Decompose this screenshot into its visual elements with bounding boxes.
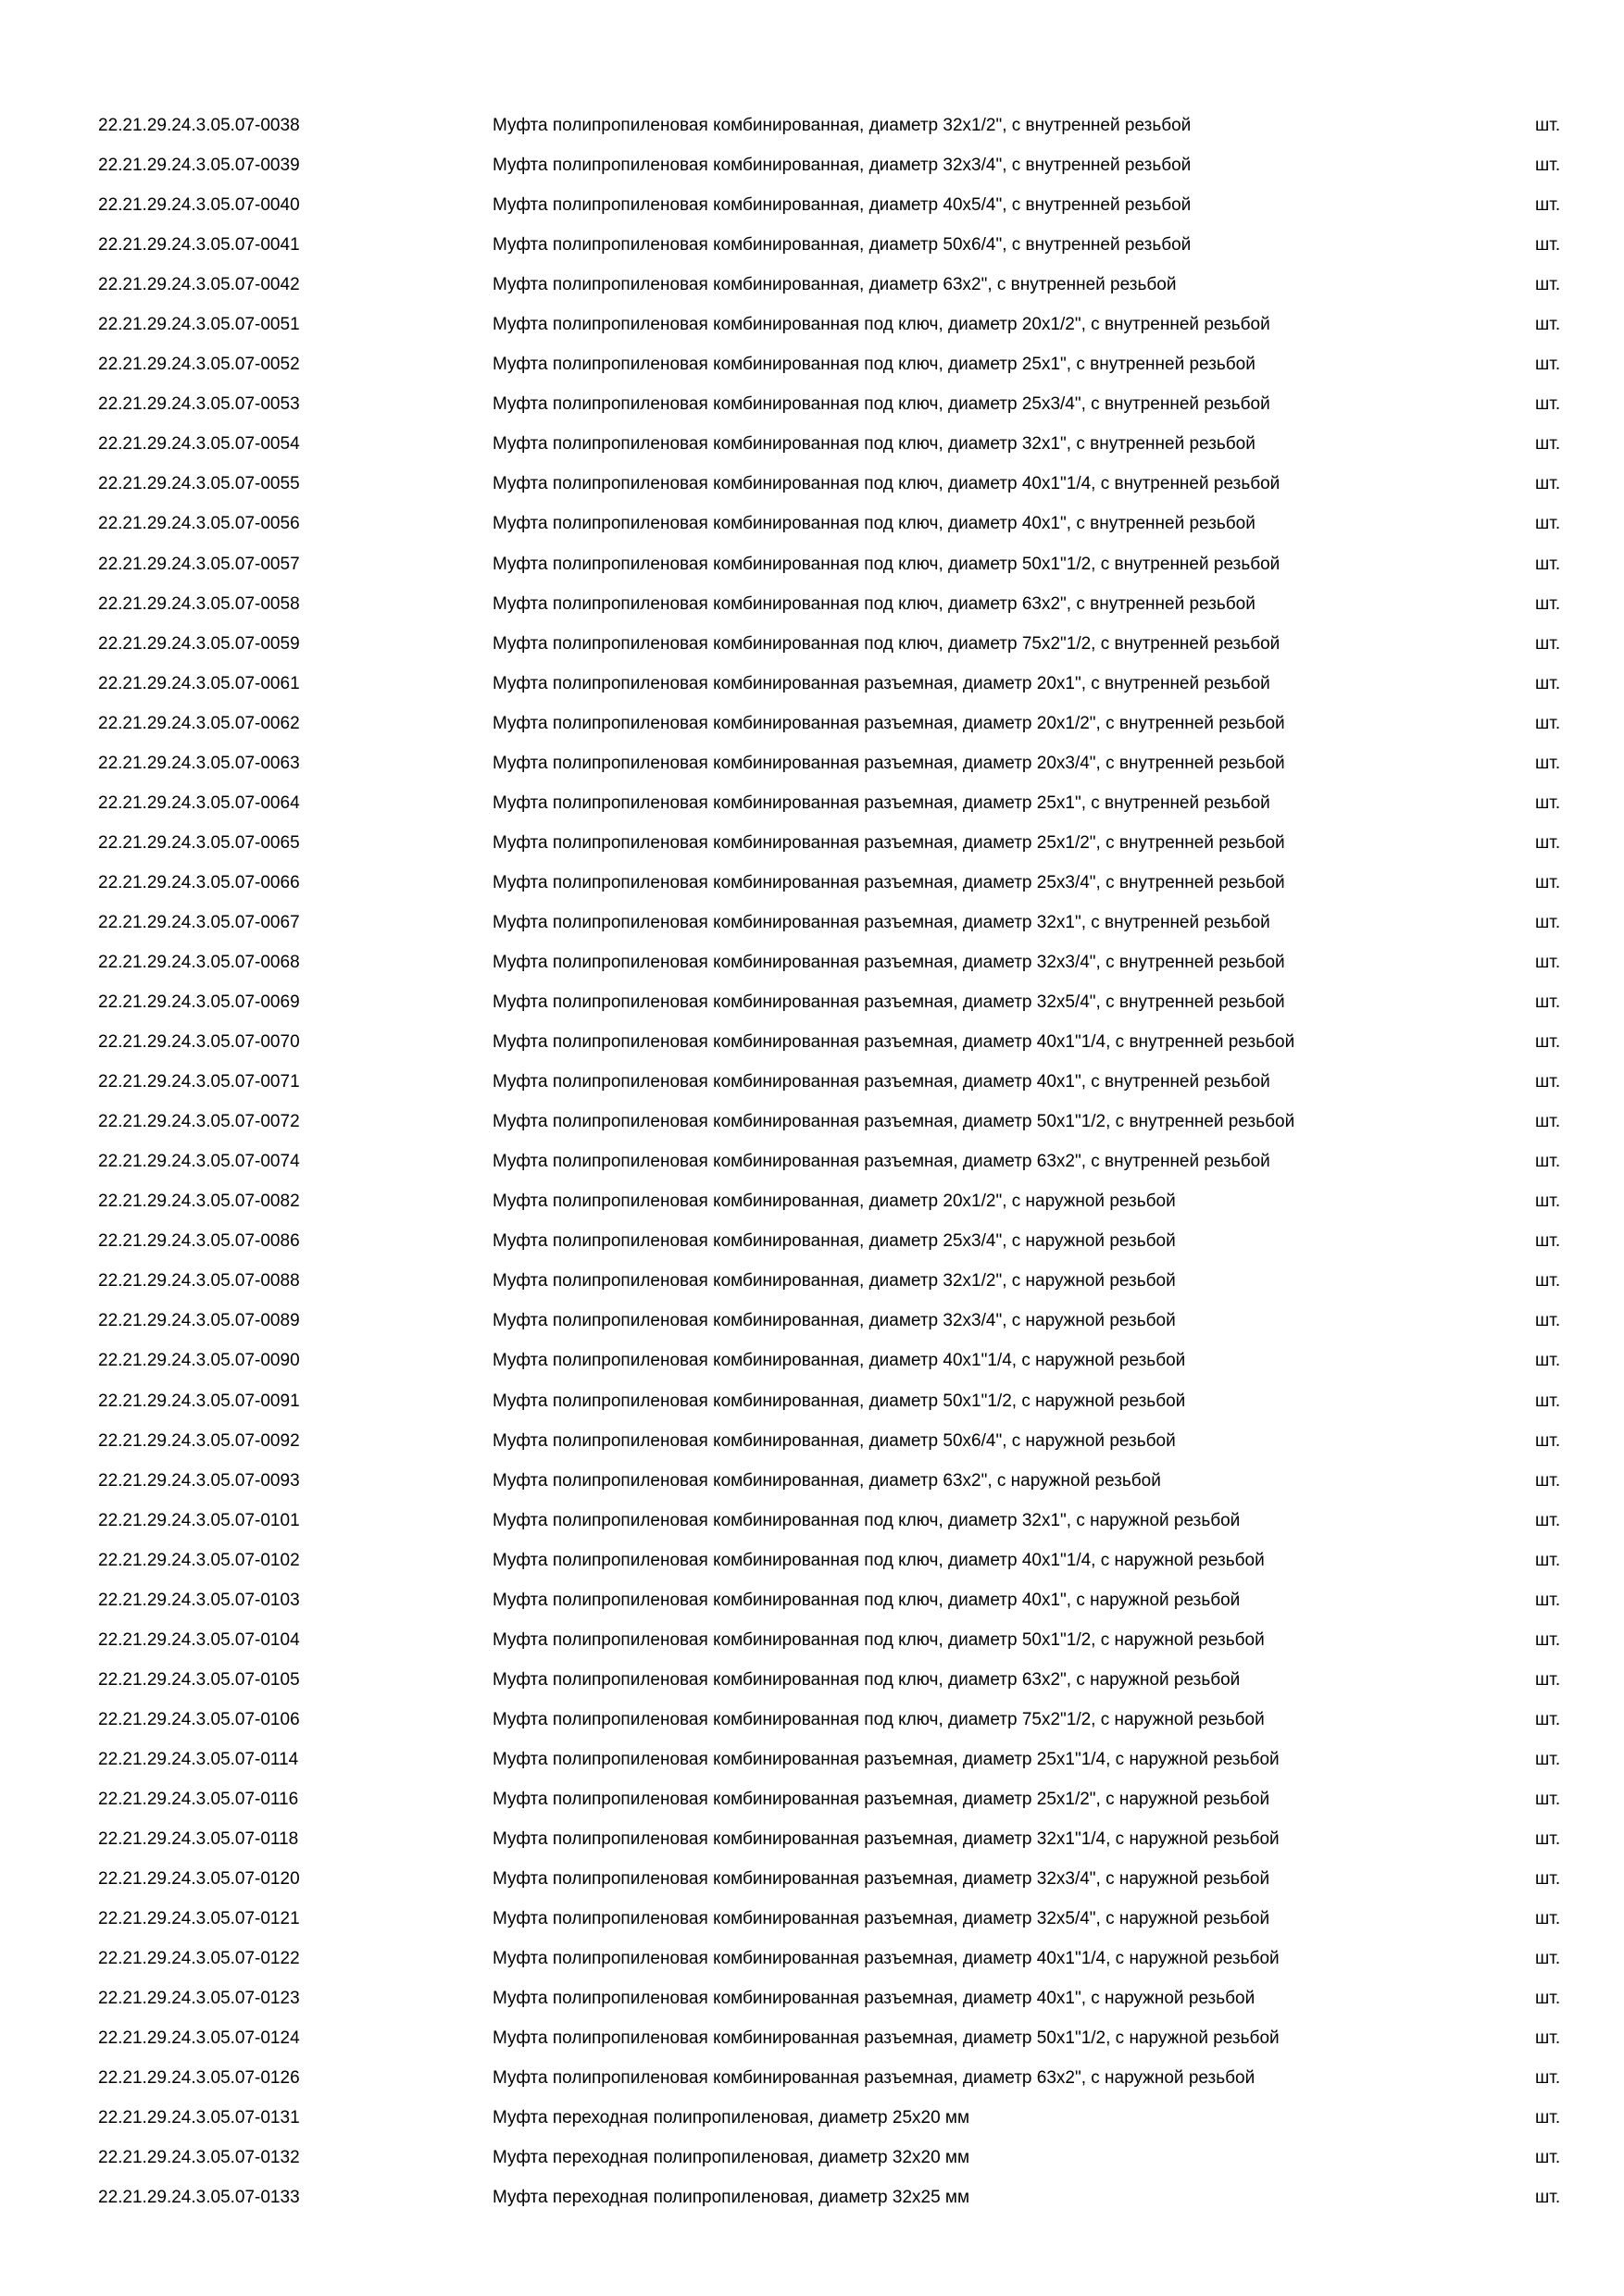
table-row: [98, 743, 1580, 783]
item-unit: шт.: [1535, 235, 1561, 256]
item-name: Муфта полипропиленовая комбинированная, диаметр 50x1"1/2, с наружной резьбой: [493, 1391, 1186, 1411]
item-name: Муфта полипропиленовая комбинированная разъемная, диаметр 25x3/4", с внутренней резьбой: [493, 872, 1285, 892]
table-row: [98, 344, 1580, 384]
item-code: 22.21.29.24.3.05.07-0122: [98, 1949, 300, 1969]
item-name: Муфта переходная полипропиленовая, диаметр 32x25 мм: [493, 2188, 970, 2208]
table-row: [98, 1700, 1580, 1740]
table-row: [98, 1421, 1580, 1461]
item-code: 22.21.29.24.3.05.07-0089: [98, 1311, 300, 1331]
item-code: 22.21.29.24.3.05.07-0074: [98, 1152, 300, 1172]
table-row: [98, 2177, 1580, 2217]
item-code: 22.21.29.24.3.05.07-0091: [98, 1391, 300, 1411]
table-row: [98, 265, 1580, 305]
item-name: Муфта полипропиленовая комбинированная разъемная, диаметр 63x2", с наружной резьбой: [493, 2068, 1255, 2089]
item-name: Муфта полипропиленовая комбинированная, диаметр 63x2", с внутренней резьбой: [493, 275, 1177, 295]
item-code: 22.21.29.24.3.05.07-0088: [98, 1271, 300, 1292]
table-row: [98, 1102, 1580, 1142]
item-code: 22.21.29.24.3.05.07-0103: [98, 1590, 300, 1610]
item-name: Муфта полипропиленовая комбинированная разъемная, диаметр 32x1", с внутренней резьбой: [493, 912, 1270, 932]
table-row: [98, 903, 1580, 942]
item-unit: шт.: [1535, 1430, 1561, 1451]
table-row: [98, 2098, 1580, 2138]
item-unit: шт.: [1535, 753, 1561, 773]
table-row: [98, 1301, 1580, 1341]
item-name: Муфта полипропиленовая комбинированная разъемная, диаметр 20x1/2", с внутренней резьбой: [493, 713, 1285, 733]
item-code: 22.21.29.24.3.05.07-0114: [98, 1749, 299, 1769]
item-unit: шт.: [1535, 514, 1561, 534]
item-code: 22.21.29.24.3.05.07-0093: [98, 1470, 300, 1491]
item-name: Муфта полипропиленовая комбинированная под ключ, диаметр 63x2", с наружной резьбой: [493, 1669, 1241, 1690]
item-unit: шт.: [1535, 1789, 1561, 1809]
item-unit: шт.: [1535, 2108, 1561, 2128]
item-code: 22.21.29.24.3.05.07-0059: [98, 633, 300, 654]
table-row: [98, 2058, 1580, 2098]
item-unit: шт.: [1535, 1629, 1561, 1650]
table-row: [98, 1819, 1580, 1859]
item-name: Муфта полипропиленовая комбинированная разъемная, диаметр 20x3/4", с внутренней резьбой: [493, 753, 1285, 773]
item-unit: шт.: [1535, 952, 1561, 972]
table-row: [98, 106, 1580, 145]
table-row: [98, 1939, 1580, 1978]
item-unit: шт.: [1535, 1152, 1561, 1172]
items-list: [98, 106, 1580, 2217]
item-unit: шт.: [1535, 275, 1561, 295]
table-row: [98, 544, 1580, 584]
item-name: Муфта полипропиленовая комбинированная разъемная, диаметр 32x5/4", с наружной резьбой: [493, 1909, 1270, 1929]
table-row: [98, 1142, 1580, 1181]
item-name: Муфта полипропиленовая комбинированная, диаметр 32x1/2", с внутренней резьбой: [493, 116, 1192, 135]
item-unit: шт.: [1535, 1470, 1561, 1491]
table-row: [98, 424, 1580, 464]
item-name: Муфта полипропиленовая комбинированная, диаметр 40x5/4", с внутренней резьбой: [493, 195, 1192, 216]
item-code: 22.21.29.24.3.05.07-0041: [98, 235, 300, 256]
item-name: Муфта полипропиленовая комбинированная, диаметр 50x6/4", с наружной резьбой: [493, 1430, 1176, 1451]
item-unit: шт.: [1535, 1590, 1561, 1610]
table-row: [98, 664, 1580, 704]
table-row: [98, 1899, 1580, 1939]
item-code: 22.21.29.24.3.05.07-0126: [98, 2068, 300, 2089]
item-code: 22.21.29.24.3.05.07-0067: [98, 912, 300, 932]
item-code: 22.21.29.24.3.05.07-0104: [98, 1629, 300, 1650]
item-unit: шт.: [1535, 872, 1561, 892]
item-unit: шт.: [1535, 474, 1561, 494]
item-unit: шт.: [1535, 116, 1561, 135]
item-name: Муфта полипропиленовая комбинированная под ключ, диаметр 25x1", с внутренней резьбой: [493, 355, 1255, 375]
item-code: 22.21.29.24.3.05.07-0052: [98, 355, 300, 375]
item-name: Муфта полипропиленовая комбинированная под ключ, диаметр 50x1"1/2, с наружной резьбой: [493, 1629, 1265, 1650]
item-name: Муфта полипропиленовая комбинированная под ключ, диаметр 20x1/2", с внутренней резьбой: [493, 315, 1270, 335]
item-name: Муфта полипропиленовая комбинированная под ключ, диаметр 40x1", с внутренней резьбой: [493, 514, 1255, 534]
table-row: [98, 584, 1580, 624]
item-name: Муфта полипропиленовая комбинированная разъемная, диаметр 25x1"1/4, с наружной резьбой: [493, 1749, 1280, 1769]
item-code: 22.21.29.24.3.05.07-0092: [98, 1430, 300, 1451]
item-code: 22.21.29.24.3.05.07-0068: [98, 952, 300, 972]
item-name: Муфта полипропиленовая комбинированная под ключ, диаметр 25x3/4", с внутренней резьбой: [493, 394, 1270, 415]
item-name: Муфта полипропиленовая комбинированная разъемная, диаметр 32x1"1/4, с наружной резьбой: [493, 1829, 1280, 1850]
item-code: 22.21.29.24.3.05.07-0121: [98, 1909, 300, 1929]
item-unit: шт.: [1535, 1909, 1561, 1929]
item-name: Муфта полипропиленовая комбинированная под ключ, диаметр 40x1"1/4, с наружной резьбой: [493, 1550, 1265, 1570]
item-unit: шт.: [1535, 792, 1561, 813]
item-unit: шт.: [1535, 1311, 1561, 1331]
table-row: [98, 1660, 1580, 1700]
item-name: Муфта полипропиленовая комбинированная разъемная, диаметр 25x1", с внутренней резьбой: [493, 792, 1270, 813]
item-unit: шт.: [1535, 633, 1561, 654]
table-row: [98, 704, 1580, 743]
item-name: Муфта полипропиленовая комбинированная под ключ, диаметр 63x2", с внутренней резьбой: [493, 593, 1255, 614]
table-row: [98, 384, 1580, 424]
item-unit: шт.: [1535, 1949, 1561, 1969]
item-unit: шт.: [1535, 315, 1561, 335]
item-code: 22.21.29.24.3.05.07-0106: [98, 1709, 300, 1729]
item-code: 22.21.29.24.3.05.07-0082: [98, 1192, 300, 1212]
item-unit: шт.: [1535, 1391, 1561, 1411]
item-unit: шт.: [1535, 1072, 1561, 1092]
item-code: 22.21.29.24.3.05.07-0072: [98, 1112, 300, 1132]
item-code: 22.21.29.24.3.05.07-0101: [98, 1510, 300, 1530]
item-unit: шт.: [1535, 1829, 1561, 1850]
item-unit: шт.: [1535, 195, 1561, 216]
table-row: [98, 504, 1580, 543]
item-name: Муфта полипропиленовая комбинированная, диаметр 32x1/2", с наружной резьбой: [493, 1271, 1176, 1292]
item-code: 22.21.29.24.3.05.07-0058: [98, 593, 300, 614]
item-name: Муфта переходная полипропиленовая, диаметр 32x20 мм: [493, 2148, 970, 2168]
table-row: [98, 1859, 1580, 1899]
table-row: [98, 1221, 1580, 1261]
item-code: 22.21.29.24.3.05.07-0086: [98, 1231, 300, 1252]
item-code: 22.21.29.24.3.05.07-0133: [98, 2188, 300, 2208]
item-name: Муфта полипропиленовая комбинированная, диаметр 20x1/2", с наружной резьбой: [493, 1192, 1176, 1212]
item-code: 22.21.29.24.3.05.07-0055: [98, 474, 300, 494]
item-unit: шт.: [1535, 832, 1561, 853]
item-unit: шт.: [1535, 1989, 1561, 2009]
item-name: Муфта полипропиленовая комбинированная разъемная, диаметр 32x5/4", с внутренней резьбой: [493, 992, 1285, 1013]
item-code: 22.21.29.24.3.05.07-0065: [98, 832, 300, 853]
item-unit: шт.: [1535, 2068, 1561, 2089]
item-unit: шт.: [1535, 1351, 1561, 1371]
item-name: Муфта полипропиленовая комбинированная, диаметр 40x1"1/4, с наружной резьбой: [493, 1351, 1186, 1371]
item-name: Муфта полипропиленовая комбинированная под ключ, диаметр 32x1", с наружной резьбой: [493, 1510, 1241, 1530]
item-code: 22.21.29.24.3.05.07-0116: [98, 1789, 299, 1809]
item-name: Муфта полипропиленовая комбинированная под ключ, диаметр 50x1"1/2, с внутренней резьбой: [493, 554, 1280, 574]
item-code: 22.21.29.24.3.05.07-0051: [98, 315, 300, 335]
table-row: [98, 1381, 1580, 1421]
item-unit: шт.: [1535, 1550, 1561, 1570]
item-unit: шт.: [1535, 912, 1561, 932]
item-code: 22.21.29.24.3.05.07-0053: [98, 394, 300, 415]
item-name: Муфта полипропиленовая комбинированная разъемная, диаметр 32x3/4", с внутренней резьбой: [493, 952, 1285, 972]
item-code: 22.21.29.24.3.05.07-0132: [98, 2148, 300, 2168]
item-code: 22.21.29.24.3.05.07-0131: [98, 2108, 300, 2128]
item-name: Муфта полипропиленовая комбинированная разъемная, диаметр 32x3/4", с наружной резьбой: [493, 1869, 1270, 1890]
item-name: Муфта полипропиленовая комбинированная под ключ, диаметр 32x1", с внутренней резьбой: [493, 434, 1255, 455]
item-code: 22.21.29.24.3.05.07-0040: [98, 195, 300, 216]
item-code: 22.21.29.24.3.05.07-0039: [98, 156, 300, 176]
table-row: [98, 305, 1580, 344]
item-unit: шт.: [1535, 992, 1561, 1013]
item-unit: шт.: [1535, 1669, 1561, 1690]
item-name: Муфта полипропиленовая комбинированная, диаметр 32x3/4", с внутренней резьбой: [493, 156, 1192, 176]
item-code: 22.21.29.24.3.05.07-0066: [98, 872, 300, 892]
table-row: [98, 1580, 1580, 1620]
table-row: [98, 1978, 1580, 2018]
item-name: Муфта полипропиленовая комбинированная под ключ, диаметр 75x2"1/2, с внутренней резьбой: [493, 633, 1280, 654]
item-name: Муфта полипропиленовая комбинированная разъемная, диаметр 40x1", с наружной резьбой: [493, 1989, 1255, 2009]
table-row: [98, 1062, 1580, 1102]
item-name: Муфта переходная полипропиленовая, диаметр 25x20 мм: [493, 2108, 970, 2128]
item-name: Муфта полипропиленовая комбинированная разъемная, диаметр 63x2", с внутренней резьбой: [493, 1152, 1270, 1172]
item-name: Муфта полипропиленовая комбинированная, диаметр 50x6/4", с внутренней резьбой: [493, 235, 1192, 256]
item-name: Муфта полипропиленовая комбинированная разъемная, диаметр 50x1"1/2, с внутренней резьбой: [493, 1112, 1295, 1132]
item-code: 22.21.29.24.3.05.07-0056: [98, 514, 300, 534]
item-code: 22.21.29.24.3.05.07-0102: [98, 1550, 300, 1570]
item-unit: шт.: [1535, 554, 1561, 574]
item-unit: шт.: [1535, 2028, 1561, 2049]
item-unit: шт.: [1535, 355, 1561, 375]
item-code: 22.21.29.24.3.05.07-0054: [98, 434, 300, 455]
table-row: [98, 2018, 1580, 2058]
item-unit: шт.: [1535, 1869, 1561, 1890]
item-name: Муфта полипропиленовая комбинированная разъемная, диаметр 40x1"1/4, с наружной резьбой: [493, 1949, 1280, 1969]
item-name: Муфта полипропиленовая комбинированная под ключ, диаметр 75x2"1/2, с наружной резьбой: [493, 1709, 1265, 1729]
item-code: 22.21.29.24.3.05.07-0063: [98, 753, 300, 773]
table-row: [98, 1541, 1580, 1580]
table-row: [98, 225, 1580, 265]
item-code: 22.21.29.24.3.05.07-0118: [98, 1829, 299, 1850]
item-unit: шт.: [1535, 1112, 1561, 1132]
item-unit: шт.: [1535, 434, 1561, 455]
item-code: 22.21.29.24.3.05.07-0070: [98, 1032, 300, 1053]
item-name: Муфта полипропиленовая комбинированная, диаметр 32x3/4", с наружной резьбой: [493, 1311, 1176, 1331]
item-unit: шт.: [1535, 2148, 1561, 2168]
item-unit: шт.: [1535, 1192, 1561, 1212]
item-code: 22.21.29.24.3.05.07-0042: [98, 275, 300, 295]
table-row: [98, 464, 1580, 504]
item-code: 22.21.29.24.3.05.07-0061: [98, 673, 300, 693]
item-unit: шт.: [1535, 593, 1561, 614]
item-unit: шт.: [1535, 156, 1561, 176]
item-unit: шт.: [1535, 1231, 1561, 1252]
item-name: Муфта полипропиленовая комбинированная разъемная, диаметр 20x1", с внутренней резьбой: [493, 673, 1270, 693]
item-code: 22.21.29.24.3.05.07-0071: [98, 1072, 300, 1092]
item-code: 22.21.29.24.3.05.07-0123: [98, 1989, 300, 2009]
item-name: Муфта полипропиленовая комбинированная под ключ, диаметр 40x1"1/4, с внутренней резьбой: [493, 474, 1280, 494]
table-row: [98, 783, 1580, 823]
table-row: [98, 1740, 1580, 1779]
table-row: [98, 1261, 1580, 1301]
table-row: [98, 863, 1580, 903]
item-name: Муфта полипропиленовая комбинированная, диаметр 63x2", с наружной резьбой: [493, 1470, 1161, 1491]
item-unit: шт.: [1535, 673, 1561, 693]
table-row: [98, 1620, 1580, 1660]
table-row: [98, 942, 1580, 982]
table-row: [98, 982, 1580, 1022]
item-name: Муфта полипропиленовая комбинированная разъемная, диаметр 25x1/2", с внутренней резьбой: [493, 832, 1285, 853]
item-code: 22.21.29.24.3.05.07-0124: [98, 2028, 300, 2049]
item-code: 22.21.29.24.3.05.07-0105: [98, 1669, 300, 1690]
item-name: Муфта полипропиленовая комбинированная, диаметр 25x3/4", с наружной резьбой: [493, 1231, 1176, 1252]
item-code: 22.21.29.24.3.05.07-0064: [98, 792, 300, 813]
item-name: Муфта полипропиленовая комбинированная разъемная, диаметр 50x1"1/2, с наружной резьбой: [493, 2028, 1280, 2049]
table-row: [98, 185, 1580, 225]
item-name: Муфта полипропиленовая комбинированная разъемная, диаметр 40x1"1/4, с внутренней резьбой: [493, 1032, 1295, 1053]
item-unit: шт.: [1535, 1510, 1561, 1530]
table-row: [98, 145, 1580, 185]
table-row: [98, 1461, 1580, 1501]
table-row: [98, 1341, 1580, 1380]
table-row: [98, 823, 1580, 863]
item-name: Муфта полипропиленовая комбинированная разъемная, диаметр 25x1/2", с наружной резьбой: [493, 1789, 1270, 1809]
table-row: [98, 1181, 1580, 1221]
table-row: [98, 624, 1580, 664]
item-name: Муфта полипропиленовая комбинированная разъемная, диаметр 40x1", с внутренней резьбой: [493, 1072, 1270, 1092]
item-code: 22.21.29.24.3.05.07-0038: [98, 116, 300, 135]
table-row: [98, 1022, 1580, 1062]
item-unit: шт.: [1535, 1709, 1561, 1729]
item-code: 22.21.29.24.3.05.07-0120: [98, 1869, 300, 1890]
item-code: 22.21.29.24.3.05.07-0069: [98, 992, 300, 1013]
table-row: [98, 1779, 1580, 1819]
item-unit: шт.: [1535, 1032, 1561, 1053]
item-name: Муфта полипропиленовая комбинированная под ключ, диаметр 40x1", с наружной резьбой: [493, 1590, 1241, 1610]
item-unit: шт.: [1535, 713, 1561, 733]
table-row: [98, 2138, 1580, 2177]
item-unit: шт.: [1535, 2188, 1561, 2208]
item-unit: шт.: [1535, 1749, 1561, 1769]
item-code: 22.21.29.24.3.05.07-0090: [98, 1351, 300, 1371]
item-unit: шт.: [1535, 394, 1561, 415]
item-unit: шт.: [1535, 1271, 1561, 1292]
item-code: 22.21.29.24.3.05.07-0062: [98, 713, 300, 733]
table-row: [98, 1501, 1580, 1541]
item-code: 22.21.29.24.3.05.07-0057: [98, 554, 300, 574]
